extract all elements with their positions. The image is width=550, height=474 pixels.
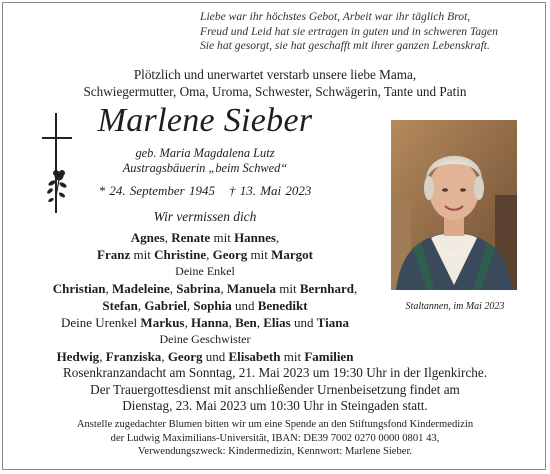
separator: , bbox=[164, 230, 172, 245]
service-line: Rosenkranzandacht am Sonntag, 21. Mai 2023 um 19:30 Uhr in der Ilgenkirche. bbox=[62, 365, 488, 380]
birth-name: geb. Maria Magdalena Lutz bbox=[135, 146, 275, 160]
donation-request bbox=[0, 418, 550, 459]
mourner-name: Elisabeth bbox=[228, 349, 281, 364]
portrait-photo bbox=[391, 120, 517, 290]
separator: , bbox=[184, 315, 191, 330]
separator: , bbox=[161, 349, 168, 364]
occupation-title: Austragsbäuerin „beim Schwed“ bbox=[122, 161, 288, 175]
mourner-name: Christian bbox=[52, 281, 106, 296]
mourner-name: Ben bbox=[235, 315, 257, 330]
service-info bbox=[0, 365, 550, 415]
mourner-name: Madeleine bbox=[112, 281, 170, 296]
grandchildren-row bbox=[30, 297, 380, 314]
separator: , bbox=[99, 349, 106, 364]
separator: und bbox=[290, 315, 317, 330]
birth-date: * 24. September 1945 bbox=[98, 183, 215, 198]
separator: , bbox=[105, 281, 112, 296]
grandchildren-label: Deine Enkel bbox=[175, 264, 235, 278]
deceased-details bbox=[60, 146, 350, 176]
announcement-text bbox=[0, 66, 550, 100]
separator: , bbox=[169, 281, 177, 296]
intro-line: Schwiegermutter, Oma, Uroma, Schwester, Schwägerin, Tante und Patin bbox=[83, 84, 467, 99]
mourner-name: Stefan bbox=[102, 298, 138, 313]
great-grandchildren-label: Deine Urenkel bbox=[61, 315, 141, 330]
service-line: Der Trauergottesdienst mit anschließender Urnenbeisetzung findet am bbox=[90, 381, 460, 397]
portrait-image bbox=[391, 120, 517, 290]
mourner-name: Bernhard bbox=[299, 281, 354, 296]
donation-line: Verwendungszweck: Kindermedizin, Kennwort: Marlene Sieber. bbox=[137, 446, 413, 457]
grandchildren-row bbox=[30, 280, 380, 297]
siblings-row bbox=[30, 348, 380, 365]
separator: mit bbox=[210, 230, 235, 245]
mourner-name: Franz bbox=[97, 247, 131, 262]
mourner-name: Familien bbox=[304, 349, 354, 364]
life-dates bbox=[60, 183, 350, 199]
separator: , bbox=[275, 230, 280, 245]
donation-line: der Ludwig Maximilians-Universität, IBAN: DE39 7002 0270 0000 0801 43, bbox=[110, 432, 440, 444]
death-date: † 13. Mai 2023 bbox=[228, 183, 312, 198]
mourner-name: Manuela bbox=[226, 281, 276, 296]
intro-line: Plötzlich und unerwartet verstarb unsere liebe Mama, bbox=[133, 67, 417, 82]
mourner-name: Benedikt bbox=[257, 298, 308, 313]
mourner-name: Franziska bbox=[105, 349, 162, 364]
motto-line: Freud und Leid hat sie ertragen in guten und in schweren Tagen bbox=[200, 24, 498, 38]
children-row bbox=[30, 246, 380, 263]
donation-line: Anstelle zugedachter Blumen bitten wir um eine Spende an den Stiftungsfond Kindermedizin bbox=[76, 419, 474, 430]
siblings-label: Deine Geschwister bbox=[159, 332, 251, 346]
mourner-name: Hedwig bbox=[56, 349, 100, 364]
motto-verse bbox=[200, 10, 545, 54]
separator: mit bbox=[130, 247, 155, 262]
mourner-name: Georg bbox=[212, 247, 248, 262]
separator: , bbox=[228, 315, 236, 330]
mourner-name: Gabriel bbox=[144, 298, 187, 313]
separator: mit bbox=[247, 247, 272, 262]
mourner-name: Sophia bbox=[193, 298, 232, 313]
service-line: Dienstag, 23. Mai 2023 um 10:30 Uhr in Steingaden statt. bbox=[122, 398, 428, 413]
mourners-list bbox=[30, 229, 380, 365]
miss-line: Wir vermissen dich bbox=[153, 209, 257, 224]
motto-line: Liebe war ihr höchstes Gebot, Arbeit war ihr täglich Brot, bbox=[200, 10, 471, 23]
mourner-name: Tiana bbox=[316, 315, 349, 330]
mourner-name: Georg bbox=[167, 349, 203, 364]
mourner-name: Hanna bbox=[190, 315, 229, 330]
mourner-name: Christine bbox=[154, 247, 207, 262]
mourner-name: Markus bbox=[140, 315, 185, 330]
separator: , bbox=[353, 281, 358, 296]
deceased-name: Marlene Sieber bbox=[97, 102, 313, 139]
separator: , bbox=[186, 298, 194, 313]
separator: , bbox=[220, 281, 227, 296]
separator: , bbox=[137, 298, 145, 313]
mourner-name: Sabrina bbox=[176, 281, 221, 296]
separator: mit bbox=[280, 349, 305, 364]
separator: mit bbox=[275, 281, 300, 296]
separator: und bbox=[202, 349, 229, 364]
mourner-name: Hannes bbox=[234, 230, 276, 245]
separator: und bbox=[231, 298, 258, 313]
mourner-name: Margot bbox=[271, 247, 313, 262]
motto-line: Sie hat gesorgt, sie hat geschafft mit ihrer ganzen Lebenskraft. bbox=[200, 39, 490, 52]
mourner-name: Elias bbox=[263, 315, 291, 330]
mourner-name: Agnes bbox=[130, 230, 165, 245]
separator: , bbox=[256, 315, 264, 330]
great-grandchildren-row bbox=[30, 314, 380, 331]
children-row bbox=[30, 229, 380, 246]
mourner-name: Renate bbox=[171, 230, 211, 245]
photo-caption: Staltannen, im Mai 2023 bbox=[405, 301, 505, 312]
separator: , bbox=[206, 247, 213, 262]
